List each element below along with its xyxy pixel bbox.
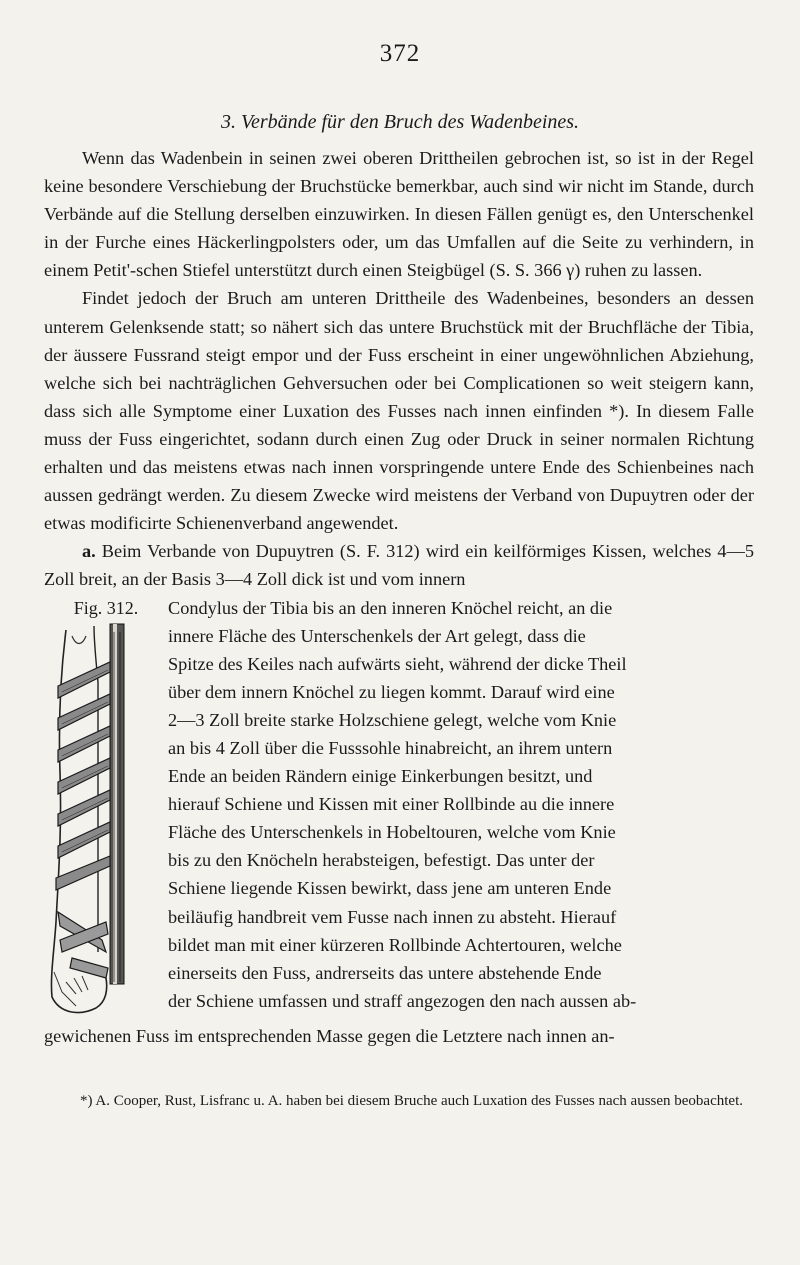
figure-caption: Fig. 312.	[73, 597, 139, 618]
figure-312	[44, 594, 168, 1022]
page-number: 372	[379, 40, 421, 67]
item-letter: a.	[82, 541, 96, 562]
text-line: hierauf Schiene und Kissen mit einer Rollbinde au die innere	[168, 794, 615, 815]
paragraph: Findet jedoch der Bruch am unteren Drittheile des Wadenbeines, besonders an dessen unterem Gelenksende statt; so nähert sich das untere Bruchstück mit der Bruchfläche der Tibia, der äussere Fussrand steigt empor und der Fuss erscheint in einer ungewöhnlichen Abziehung, welche sich bei nachträglichen Gehversuchen oder bei Complicationen so weit steigern kann, dass sich alle Symptome einer Luxation des Fusses nach innen einfinden *). In diesem Falle muss der Fuss eingerichtet, sodann durch einen Zug oder Druck in seiner normalen Richtung erhalten und das meistens etwas nach innen vorspringende untere Ende des Schienbeines nach aussen gedrängt werden. Zu diesem Zwecke wird meistens der Verband von Dupuytren oder der etwas modificirte Schienenverband angewendet.	[44, 288, 754, 534]
text-line: einerseits den Fuss, andrerseits das untere abstehende Ende	[168, 962, 602, 983]
text-line: Spitze des Keiles nach aufwärts sieht, während der dicke Theil	[168, 653, 627, 674]
section-title: 3. Verbände für den Bruch des Wadenbeines.	[220, 111, 580, 133]
text-line: Condylus der Tibia bis an den inneren Knöchel reicht, an die	[168, 597, 613, 618]
paragraph: Wenn das Wadenbein in seinen zwei oberen Drittheilen gebrochen ist, so ist in der Regel keine besondere Verschiebung der Bruchstücke bemerkbar, auch sind wir nicht im Stande, durch Verbände auf die Stellung derselben einzuwirken. In diesen Fällen genügt es, den Unterschenkel in der Furche eines Häckerlingpolsters oder, um das Umfallen auf die Seite zu verhindern, in einem Petit'-schen Stiefel unterstützt durch einen Steigbügel (S. S. 366 γ) ruhen zu lassen.	[44, 148, 754, 281]
text-line: bildet man mit einer kürzeren Rollbinde Achtertouren, welche	[168, 934, 622, 955]
main-text	[44, 144, 754, 1050]
text-line: bis zu den Knöcheln herabsteigen, befestigt. Das unter der	[168, 850, 595, 871]
footnote	[44, 1090, 754, 1112]
text-line: Fläche des Unterschenkels in Hobeltouren, welche vom Knie	[168, 822, 616, 843]
text-line: innere Fläche des Unterschenkels der Art gelegt, dass die	[168, 625, 586, 646]
figure-block	[44, 594, 754, 1022]
item-a-outro: gewichenen Fuss im entsprechenden Masse gegen die Letztere nach innen an-	[44, 1025, 615, 1046]
text-beside-figure	[168, 594, 754, 1015]
text-line: über dem innern Knöchel zu liegen kommt. Darauf wird eine	[168, 681, 615, 702]
footnote-text: *) A. Cooper, Rust, Lisfranc u. A. haben bei diesem Bruche auch Luxation des Fusses nach aussen beobachtet.	[80, 1093, 743, 1109]
leg-bandage-illustration	[36, 622, 154, 1022]
text-line: an bis 4 Zoll über die Fusssohle hinabreicht, an ihrem untern	[168, 737, 613, 758]
text-line: beiläufig handbreit vem Fusse nach innen zu absteht. Hierauf	[168, 906, 617, 927]
item-a-intro-text: Beim Verbande von Dupuytren (S. F. 312) wird ein keilförmiges Kissen, welches 4—5 Zoll breit, an der Basis 3—4 Zoll dick ist und vom innern	[44, 541, 754, 590]
text-line: Ende an beiden Rändern einige Einkerbungen besitzt, und	[168, 766, 593, 787]
text-line: der Schiene umfassen und straff angezogen den nach aussen ab-	[168, 990, 637, 1011]
text-line: Schiene liegende Kissen bewirkt, dass jene am unteren Ende	[168, 878, 612, 899]
item-a-intro	[44, 537, 754, 593]
text-line: 2—3 Zoll breite starke Holzschiene gelegt, welche vom Knie	[168, 709, 617, 730]
